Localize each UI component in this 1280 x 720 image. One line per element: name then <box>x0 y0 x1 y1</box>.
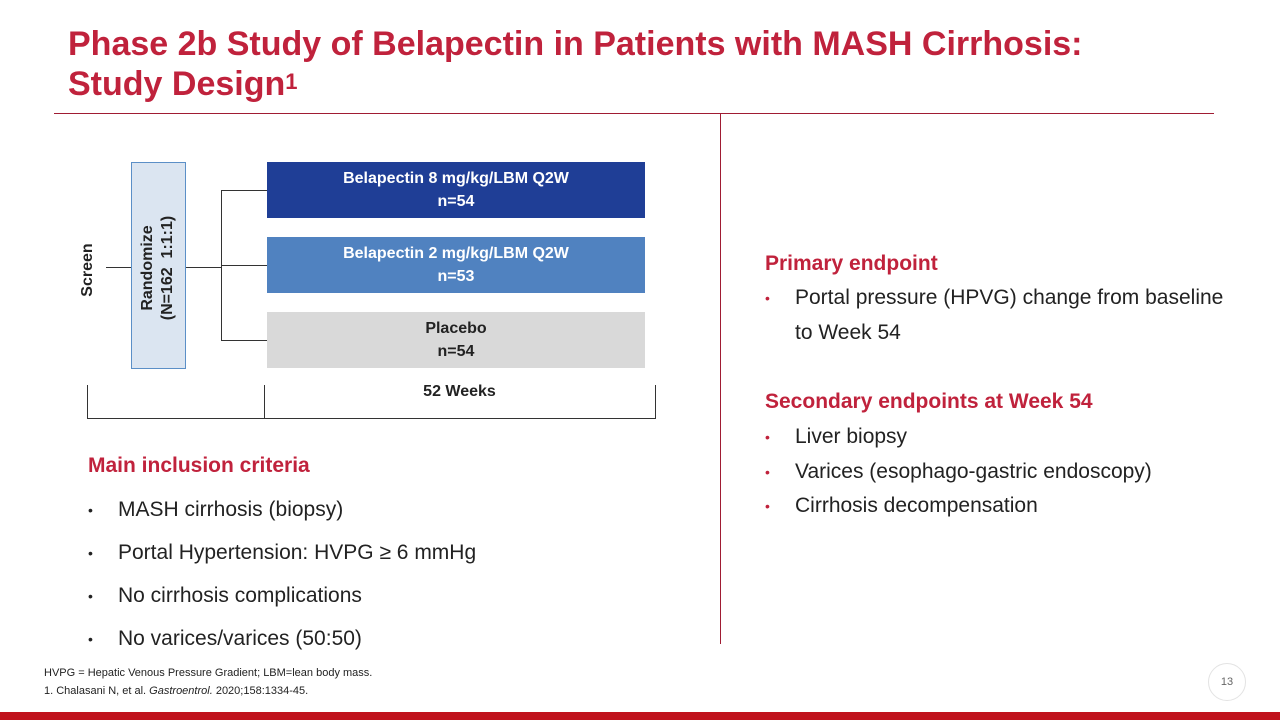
title-line-2 <box>68 64 1218 104</box>
reference-suffix: 2020;158:1334-45. <box>212 685 309 697</box>
bullet-icon: • <box>88 545 93 561</box>
screen-label: Screen <box>79 243 96 297</box>
list-item-text: Portal Hypertension: HVPG ≥ 6 mmHg <box>118 541 477 564</box>
duration-label: 52 Weeks <box>423 383 496 400</box>
bullet-icon: • <box>88 631 93 647</box>
page-number: 13 <box>1208 663 1246 701</box>
arm-n: n=54 <box>437 193 475 210</box>
secondary-endpoints-list <box>765 420 1225 524</box>
bullet-icon: • <box>88 502 93 518</box>
randomize-connector <box>186 267 221 268</box>
arm-belapectin-8 <box>267 162 645 218</box>
reference-prefix: 1. Chalasani N, et al. <box>44 685 150 697</box>
arm-n: n=54 <box>437 343 475 360</box>
footnotes <box>44 664 372 700</box>
randomize-label <box>138 168 182 368</box>
title-line-1: Phase 2b Study of Belapectin in Patients with MASH Cirrhosis: <box>68 25 1083 63</box>
bullet-icon: • <box>765 498 770 514</box>
arm-placebo <box>267 312 645 368</box>
randomize-label-line2: (N=162 1:1:1) <box>159 215 176 321</box>
primary-endpoint-heading: Primary endpoint <box>765 252 938 275</box>
screen-connector <box>106 267 131 268</box>
list-item-text: Cirrhosis decompensation <box>795 494 1038 517</box>
reference-journal: Gastroentrol. <box>149 685 213 697</box>
arm-n: n=53 <box>437 268 475 285</box>
secondary-endpoints-heading: Secondary endpoints at Week 54 <box>765 390 1093 413</box>
list-item-text: Portal pressure (HPVG) change from baseline to Week 54 <box>795 286 1224 344</box>
title-divider <box>54 113 1214 114</box>
list-item <box>88 622 688 665</box>
bullet-icon: • <box>765 463 770 480</box>
list-item-text: No cirrhosis complications <box>118 584 362 607</box>
bullet-icon: • <box>88 588 93 604</box>
list-item <box>765 281 1225 350</box>
title-superscript: 1 <box>285 69 298 94</box>
timeline-baseline <box>87 418 656 419</box>
list-item <box>765 489 1225 524</box>
list-item-text: MASH cirrhosis (biopsy) <box>118 498 344 521</box>
list-item-text: Liver biopsy <box>795 425 908 448</box>
list-item <box>88 579 688 622</box>
timeline-tick-start <box>87 385 88 419</box>
list-item-text: No varices/varices (50:50) <box>118 627 362 650</box>
column-divider <box>720 114 721 644</box>
randomize-label-line1: Randomize <box>139 225 156 311</box>
arm-name: Belapectin 8 mg/kg/LBM Q2W <box>343 170 569 187</box>
abbreviations-note: HVPG = Hepatic Venous Pressure Gradient; LBM=lean body mass. <box>44 667 373 679</box>
bullet-icon: • <box>765 429 770 445</box>
arm-belapectin-2 <box>267 237 645 293</box>
branch-line-arm-2 <box>221 265 267 266</box>
inclusion-heading: Main inclusion criteria <box>88 454 310 477</box>
title-line-2-text: Study Design <box>68 65 286 103</box>
list-item <box>88 493 688 536</box>
timeline-tick-end <box>655 385 656 419</box>
arm-name: Placebo <box>425 320 487 337</box>
reference-note <box>44 682 372 700</box>
list-item <box>765 420 1225 455</box>
primary-endpoint-list <box>765 281 1225 350</box>
inclusion-list <box>88 493 688 665</box>
arm-name: Belapectin 2 mg/kg/LBM Q2W <box>343 245 569 262</box>
bottom-accent-bar <box>0 712 1280 720</box>
branch-line-arm-1 <box>221 190 267 191</box>
branch-line-arm-3 <box>221 340 267 341</box>
slide-title <box>68 24 1218 104</box>
list-item <box>765 455 1225 490</box>
list-item <box>88 536 688 579</box>
bullet-icon: • <box>765 290 770 306</box>
list-item-text: Varices (esophago-gastric endoscopy) <box>795 459 1152 483</box>
